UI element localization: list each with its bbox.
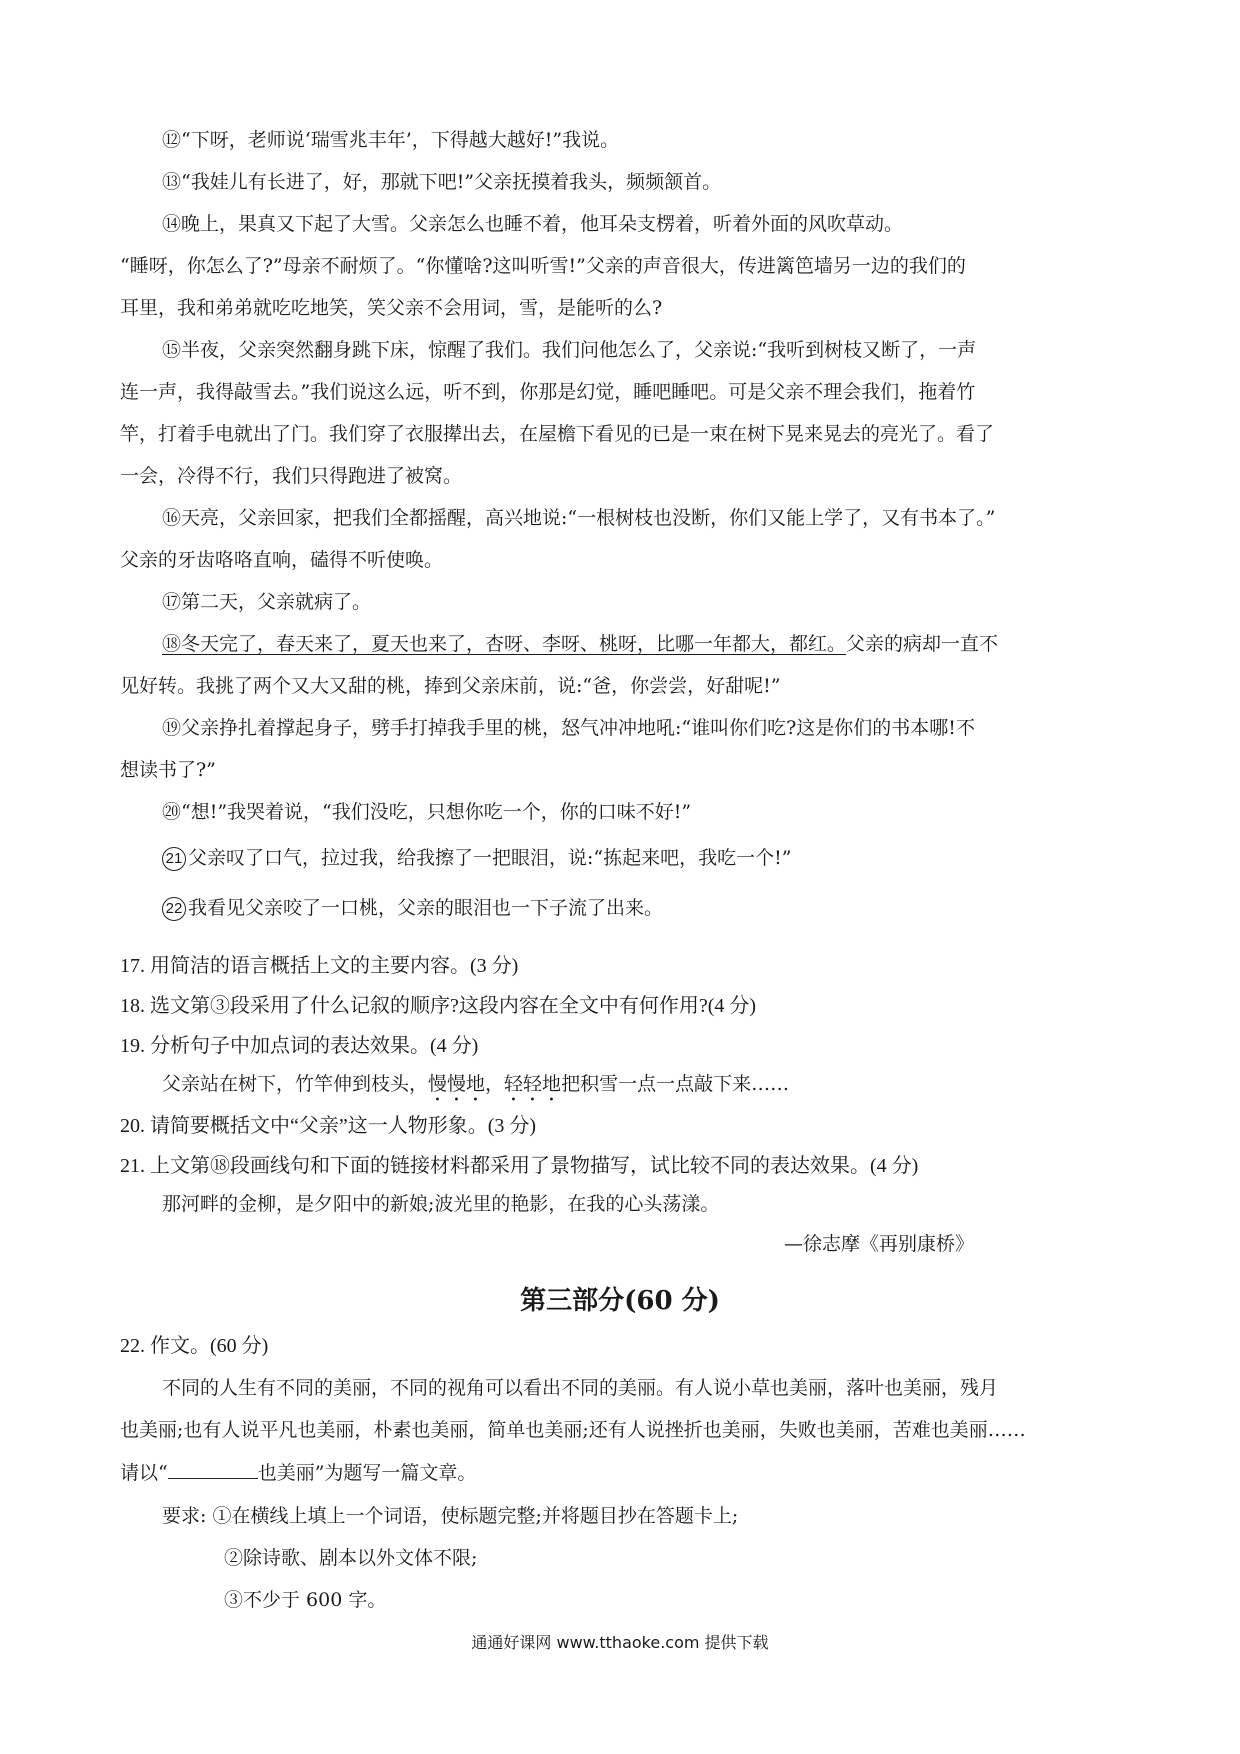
paragraph-19-line-1: ⑲父亲挣扎着撑起身子，劈手打掉我手里的桃，怒气冲冲地吼:“谁叫你们吃?这是你们的书本哪!不 (162, 717, 975, 739)
paragraph-21 (162, 846, 791, 871)
title-blank (168, 1460, 258, 1479)
question-17: 17. 用简洁的语言概括上文的主要内容。(3 分) (120, 955, 519, 977)
paragraph-22-text: 我看见父亲咬了一口桃，父亲的眼泪也一下子流了出来。 (188, 897, 664, 919)
paragraph-14-line-2: “睡呀，你怎么了?”母亲不耐烦了。“你懂啥?这叫听雪!”父亲的声音很大，传进篱笆墙另一边的我们的 (120, 255, 966, 277)
paragraph-18-line-2: 见好转。我挑了两个又大又甜的桃，捧到父亲床前，说:“爸，你尝尝，好甜呢!” (120, 675, 781, 697)
paragraph-15-line-3: 竿，打着手电就出了门。我们穿了衣服撵出去，在屋檐下看见的已是一束在树下晃来晃去的亮光了。看了 (120, 423, 995, 445)
dotted-word-2: 轻轻地 (504, 1073, 562, 1095)
question-21-quote: 那河畔的金柳，是夕阳中的新娘;波光里的艳影，在我的心头荡漾。 (162, 1193, 720, 1215)
question-19: 19. 分析句子中加点词的表达效果。(4 分) (120, 1035, 479, 1057)
question-21: 21. 上文第⑱段画线句和下面的链接材料都采用了景物描写，试比较不同的表达效果。(4 分) (120, 1155, 919, 1177)
paragraph-14-line-1: ⑭晚上，果真又下起了大雪。父亲怎么也睡不着，他耳朵支楞着，听着外面的风吹草动。 (162, 213, 904, 235)
paragraph-17: ⑰第二天，父亲就病了。 (162, 591, 372, 613)
requirement-2: ②除诗歌、剧本以外文体不限; (224, 1547, 478, 1569)
paragraph-15-line-4: 一会，冷得不行，我们只得跑进了被窝。 (120, 465, 463, 487)
paragraph-22 (162, 896, 663, 921)
underlined-sentence: ⑱冬天完了，春天来了，夏天也来了，杏呀、李呀、桃呀，比哪一年都大，都红。 (162, 633, 847, 655)
paragraph-15-line-1: ⑮半夜，父亲突然翻身跳下床，惊醒了我们。我们问他怎么了，父亲说:“我听到树枝又断了，一声 (162, 339, 977, 361)
paragraph-12: ⑫“下呀，老师说‘瑞雪兆丰年’，下得越大越好!”我说。 (162, 129, 620, 151)
circled-number-21: 21 (162, 847, 186, 871)
requirement-1: 要求: ①在横线上填上一个词语，使标题完整;并将题目抄在答题卡上; (162, 1505, 739, 1527)
requirement-3: ③不少于 600 字。 (224, 1589, 387, 1611)
paragraph-19-line-2: 想读书了?” (120, 759, 216, 781)
question-18: 18. 选文第③段采用了什么记叙的顺序?这段内容在全文中有何作用?(4 分) (120, 995, 757, 1017)
paragraph-13: ⑬“我娃儿有长进了，好，那就下吧!”父亲抚摸着我头，频频颔首。 (162, 171, 722, 193)
paragraph-16-line-1: ⑯天亮，父亲回家，把我们全都摇醒，高兴地说:“一根树枝也没断，你们又能上学了，又有书本了。” (162, 507, 996, 529)
paragraph-21-text: 父亲叹了口气，拉过我，给我擦了一把眼泪，说:“拣起来吧，我吃一个!” (188, 847, 792, 869)
paragraph-16-line-2: 父亲的牙齿咯咯直响，磕得不听使唤。 (120, 549, 444, 571)
question-20: 20. 请简要概括文中“父亲”这一人物形象。(3 分) (120, 1115, 537, 1137)
paragraph-20: ⑳“想!”我哭着说，“我们没吃，只想你吃一个，你的口味不好!” (162, 801, 692, 823)
part-3-title: 第三部分(60 分) (520, 1286, 720, 1316)
essay-prompt-line-3: 请以“ 也美丽”为题写一篇文章。 (120, 1462, 477, 1484)
circled-number-22: 22 (162, 897, 186, 921)
question-21-source: —徐志摩《再别康桥》 (784, 1233, 975, 1255)
paragraph-18-line-1 (162, 632, 998, 656)
question-22: 22. 作文。(60 分) (120, 1335, 269, 1357)
dotted-word-1: 慢慢地 (428, 1073, 486, 1095)
paragraph-14-line-3: 耳里，我和弟弟就吃吃地笑，笑父亲不会用词，雪，是能听的么? (120, 297, 663, 319)
paragraph-18-rest: 父亲的病却一直不 (846, 633, 999, 655)
page-footer: 通通好课网 www.tthaoke.com 提供下载 (471, 1633, 769, 1652)
paragraph-15-line-2: 连一声，我得敲雪去。”我们说这么远，听不到，你那是幻觉，睡吧睡吧。可是父亲不理会我们，拖着竹 (120, 381, 976, 403)
question-19-sentence: 父亲站在树下，竹竿伸到枝头，慢慢地，轻轻地把积雪一点一点敲下来…… (162, 1073, 790, 1095)
essay-prompt-line-2: 也美丽;也有人说平凡也美丽，朴素也美丽，简单也美丽;还有人说挫折也美丽，失败也美丽，苦难也美丽…… (120, 1419, 1026, 1441)
essay-prompt-line-1: 不同的人生有不同的美丽，不同的视角可以看出不同的美丽。有人说小草也美丽，落叶也美丽，残月 (162, 1377, 999, 1399)
